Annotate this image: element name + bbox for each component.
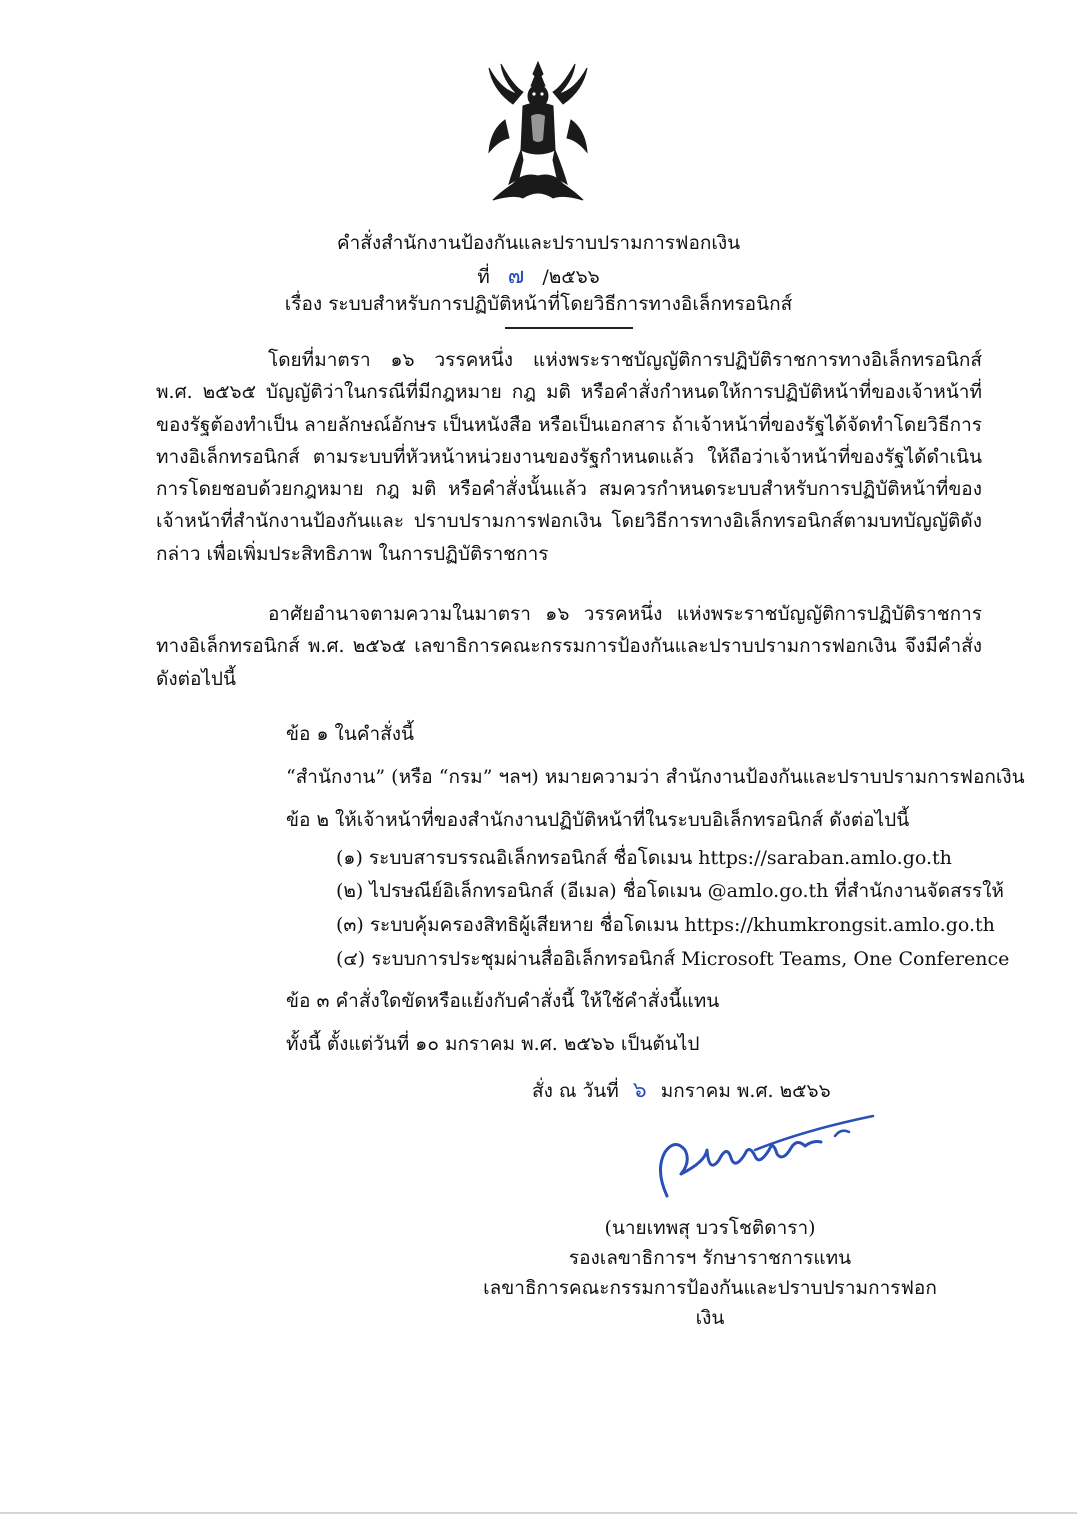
- signing-date-prefix: สั่ง ณ วันที่: [532, 1080, 619, 1102]
- authority-paragraph: อาศัยอำนาจตามความในมาตรา ๑๖ วรรคหนึ่ง แห่งพระราชบัญญัติการปฏิบัติราชการ ทางอิเล็กทรอนิกส์ พ.ศ. ๒๕๖๕ เลขาธิการคณะกรรมการป้องกันและปราบปรามการฟอกเงิน จึงมีคำสั่ง ดังต่อไปนี้: [156, 603, 982, 690]
- clause-3: ข้อ ๓ คำสั่งใดขัดหรือแย้งกับคำสั่งนี้ ให้ใช้คำสั่งนี้แทน: [286, 990, 720, 1012]
- document-subject: เรื่อง ระบบสำหรับการปฏิบัติหน้าที่โดยวิธีการทางอิเล็กทรอนิกส์: [284, 293, 793, 315]
- garuda-emblem-icon: [483, 60, 593, 210]
- list-item: (๓) ระบบคุ้มครองสิทธิผู้เสียหาย ชื่อโดเมน https://khumkrongsit.amlo.go.th: [336, 914, 995, 936]
- scan-edge-line: [0, 1512, 1077, 1514]
- signer-position: รองเลขาธิการฯ รักษาราชการแทน: [568, 1247, 852, 1269]
- clause-1: ข้อ ๑ ในคำสั่งนี้: [286, 723, 415, 745]
- title-divider: [505, 327, 633, 329]
- list-item: (๒) ไปรษณีย์อิเล็กทรอนิกส์ (อีเมล) ชื่อโดเมน @amlo.go.th ที่สำนักงานจัดสรรให้: [336, 880, 1004, 902]
- order-number-prefix: ที่: [477, 266, 490, 288]
- signing-day-handwritten: ๖: [632, 1078, 647, 1103]
- signing-date-suffix: มกราคม พ.ศ. ๒๕๖๖: [660, 1080, 831, 1102]
- list-item: (๑) ระบบสารบรรณอิเล็กทรอนิกส์ ชื่อโดเมน https://saraban.amlo.go.th: [336, 847, 952, 869]
- list-item: (๔) ระบบการประชุมผ่านสื่ออิเล็กทรอนิกส์ Microsoft Teams, One Conference: [336, 948, 1010, 970]
- signer-title: เลขาธิการคณะกรรมการป้องกันและปราบปรามการฟอกเงิน: [483, 1277, 937, 1329]
- signing-date: [532, 1072, 831, 1107]
- document-title: คำสั่งสำนักงานป้องกันและปราบปรามการฟอกเงิน: [336, 232, 741, 254]
- preamble-paragraph: โดยที่มาตรา ๑๖ วรรคหนึ่ง แห่งพระราชบัญญัติการปฏิบัติราชการทางอิเล็กทรอนิกส์ พ.ศ. ๒๕๖๕ บัญญัติว่าในกรณีที่มีกฎหมาย กฎ มติ หรือคำสั่งกำหนดให้การปฏิบัติหน้าที่ของเจ้าหน้าที่ของรัฐต้องทำเป็น ลายลักษณ์อักษร เป็นหนังสือ หรือเป็นเอกสาร ถ้าเจ้าหน้าที่ของรัฐได้จัดทำโดยวิธีการทางอิเล็กทรอนิกส์ ตามระบบที่หัวหน้าหน่วยงานของรัฐกำหนดแล้ว ให้ถือว่าเจ้าหน้าที่ของรัฐได้ดำเนินการโดยชอบด้วยกฎหมาย กฎ มติ หรือคำสั่งนั้นแล้ว สมควรกำหนดระบบสำหรับการปฏิบัติหน้าที่ของเจ้าหน้าที่สำนักงานป้องกันและ ปราบปรามการฟอกเงิน โดยวิธีการทางอิเล็กทรอนิกส์ตามบทบัญญัติดังกล่าว เพื่อเพิ่มประสิทธิภาพ ในการปฏิบัติราชการ: [156, 349, 982, 565]
- clause-2: ข้อ ๒ ให้เจ้าหน้าที่ของสำนักงานปฏิบัติหน้าที่ในระบบอิเล็กทรอนิกส์ ดังต่อไปนี้: [286, 809, 910, 831]
- order-number-year: /๒๕๖๖: [542, 266, 600, 288]
- order-number-handwritten: ๗: [507, 264, 525, 289]
- effective-date: ทั้งนี้ ตั้งแต่วันที่ ๑๐ มกราคม พ.ศ. ๒๕๖๖ เป็นต้นไป: [286, 1033, 700, 1055]
- order-number: [0, 258, 1077, 293]
- handwritten-signature: [645, 1110, 885, 1210]
- definition-line: “สำนักงาน” (หรือ “กรม” ฯลฯ) หมายความว่า สำนักงานป้องกันและปราบปรามการฟอกเงิน: [286, 766, 1025, 788]
- signer-name: (นายเทพสุ บวรโชติดารา): [604, 1217, 816, 1239]
